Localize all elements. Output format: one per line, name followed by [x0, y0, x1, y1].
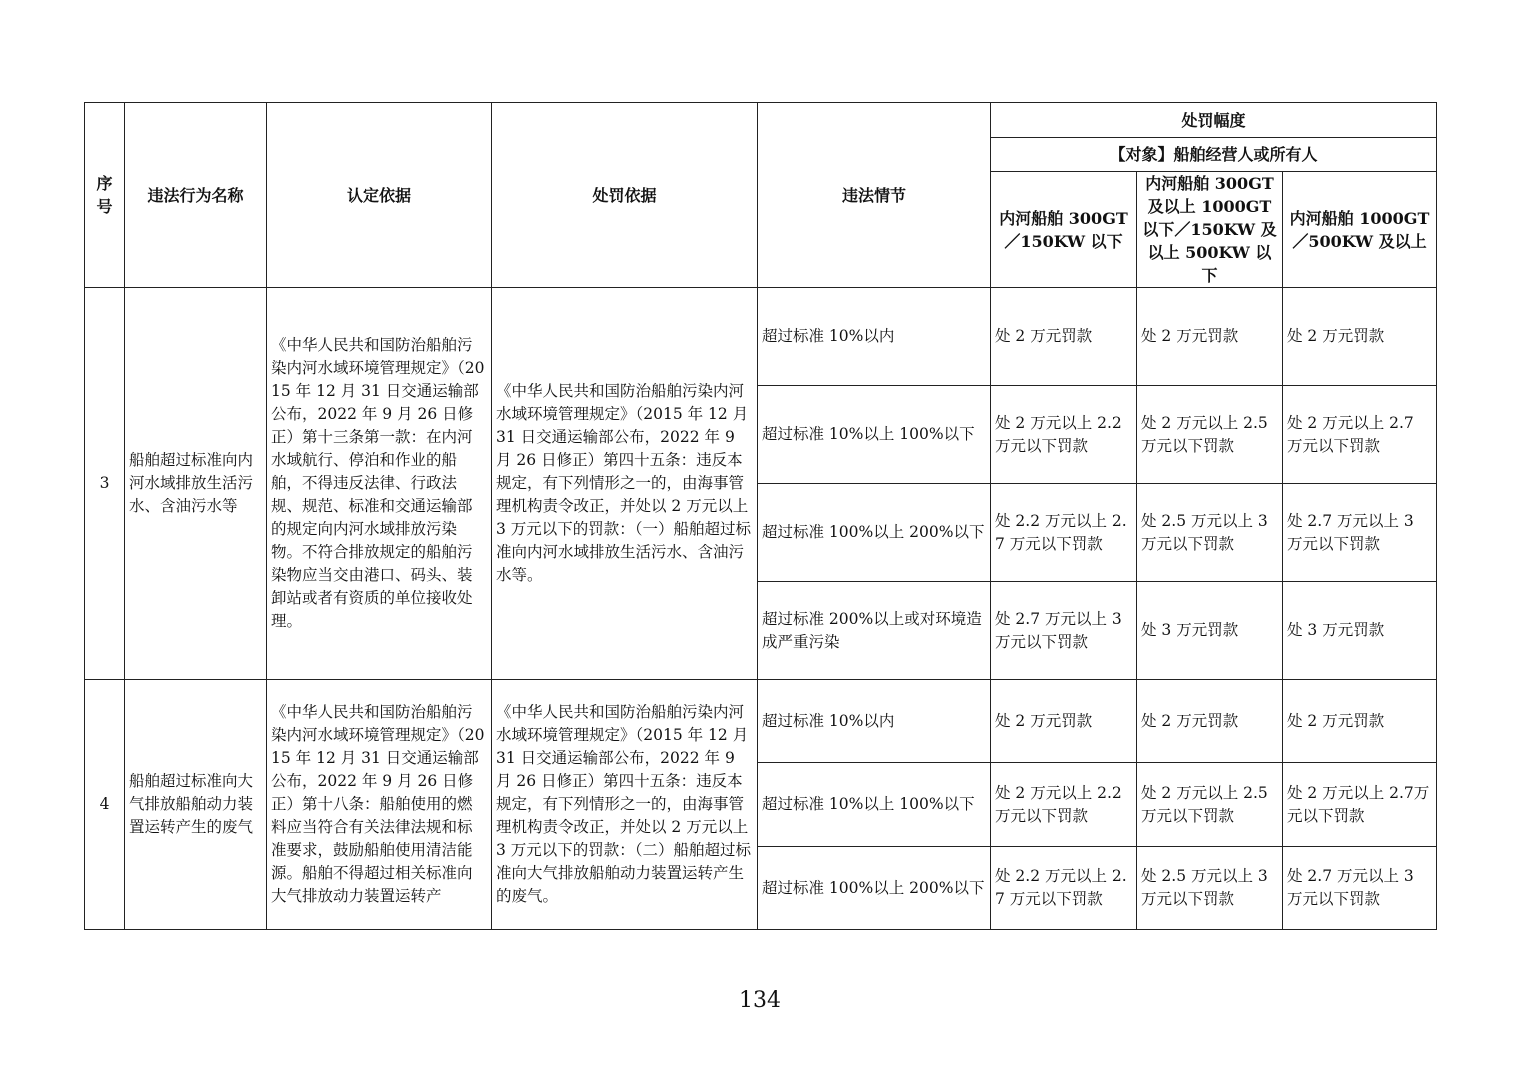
row4-penalty-basis: 《中华人民共和国防治船舶污染内河水域环境管理规定》（2015 年 12 月 31 日交通运输部公布，2022 年 9 月 26 日修正）第四十五条：违反本规定，有下列情形之一的，由海事管理机构责令改正，并处以 2 万元以上 3 万元以下的罚款：（二）船舶超过标准向大气排放船舶动力装置运转产生的废气。 [492, 680, 758, 930]
row3-fine-4-col3: 处 3 万元罚款 [1283, 582, 1437, 680]
row4-seq: 4 [85, 680, 125, 930]
row4-name: 船舶超过标准向大气排放船舶动力装置运转产生的废气 [125, 680, 267, 930]
header-col3: 内河船舶 1000GT／500KW 及以上 [1283, 172, 1437, 288]
row3-penalty-basis: 《中华人民共和国防治船舶污染内河水域环境管理规定》（2015 年 12 月 31 日交通运输部公布，2022 年 9 月 26 日修正）第四十五条：违反本规定，有下列情形之一的，由海事管理机构责令改正，并处以 2 万元以上 3 万元以下的罚款：（一）船舶超过标准向内河水域排放生活污水、含油污水等。 [492, 288, 758, 680]
row4-circumstance-2: 超过标准 10%以上 100%以下 [758, 763, 991, 847]
row4-circumstance-1: 超过标准 10%以内 [758, 680, 991, 763]
row3-seq: 3 [85, 288, 125, 680]
row4-fine-3-col3: 处 2.7 万元以上 3 万元以下罚款 [1283, 847, 1437, 930]
page-number: 134 [739, 988, 781, 1013]
row3-fine-2-col1: 处 2 万元以上 2.2 万元以下罚款 [991, 386, 1137, 484]
row3-fine-3-col2: 处 2.5 万元以上 3 万元以下罚款 [1137, 484, 1283, 582]
header-object: 【对象】船舶经营人或所有人 [991, 138, 1437, 172]
row4-fine-1-col2: 处 2 万元罚款 [1137, 680, 1283, 763]
row3-fine-3-col1: 处 2.2 万元以上 2.7 万元以下罚款 [991, 484, 1137, 582]
row3-fine-4-col1: 处 2.7 万元以上 3 万元以下罚款 [991, 582, 1137, 680]
header-col1: 内河船舶 300GT／150KW 以下 [991, 172, 1137, 288]
row3-fine-1-col3: 处 2 万元罚款 [1283, 288, 1437, 386]
row4-fine-1-col3: 处 2 万元罚款 [1283, 680, 1437, 763]
penalty-table [84, 102, 1437, 930]
row4-fine-3-col2: 处 2.5 万元以上 3 万元以下罚款 [1137, 847, 1283, 930]
row3-fine-1-col2: 处 2 万元罚款 [1137, 288, 1283, 386]
row4-fine-2-col1: 处 2 万元以上 2.2 万元以下罚款 [991, 763, 1137, 847]
row3-fine-3-col3: 处 2.7 万元以上 3 万元以下罚款 [1283, 484, 1437, 582]
header-basis: 认定依据 [267, 103, 492, 288]
row3-fine-2-col3: 处 2 万元以上 2.7 万元以下罚款 [1283, 386, 1437, 484]
header-seq: 序号 [85, 103, 125, 288]
row4-basis: 《中华人民共和国防治船舶污染内河水域环境管理规定》（2015 年 12 月 31 日交通运输部公布，2022 年 9 月 26 日修正）第十八条：船舶使用的燃料应当符合有关法律法规和标准要求，鼓励船舶使用清洁能源。船舶不得超过相关标准向大气排放动力装置运转产 [267, 680, 492, 930]
row3-circumstance-1: 超过标准 10%以内 [758, 288, 991, 386]
row3-circumstance-4: 超过标准 200%以上或对环境造成严重污染 [758, 582, 991, 680]
row4-circumstance-3: 超过标准 100%以上 200%以下 [758, 847, 991, 930]
row4-fine-3-col1: 处 2.2 万元以上 2.7 万元以下罚款 [991, 847, 1137, 930]
header-name: 违法行为名称 [125, 103, 267, 288]
row3-fine-2-col2: 处 2 万元以上 2.5 万元以下罚款 [1137, 386, 1283, 484]
row3-circumstance-3: 超过标准 100%以上 200%以下 [758, 484, 991, 582]
header-col2: 内河船舶 300GT 及以上 1000GT 以下／150KW 及以上 500KW 以下 [1137, 172, 1283, 288]
row3-fine-1-col1: 处 2 万元罚款 [991, 288, 1137, 386]
row4-fine-2-col3: 处 2 万元以上 2.7万元以下罚款 [1283, 763, 1437, 847]
row3-basis: 《中华人民共和国防治船舶污染内河水域环境管理规定》（2015 年 12 月 31 日交通运输部公布，2022 年 9 月 26 日修正）第十三条第一款：在内河水域航行、停泊和作业的船舶，不得违反法律、行政法规、规范、标准和交通运输部的规定向内河水域排放污染物。不符合排放规定的船舶污染物应当交由港口、码头、装卸站或者有资质的单位接收处理。 [267, 288, 492, 680]
header-penalty-basis: 处罚依据 [492, 103, 758, 288]
row4-fine-1-col1: 处 2 万元罚款 [991, 680, 1137, 763]
row3-name: 船舶超过标准向内河水域排放生活污水、含油污水等 [125, 288, 267, 680]
row3-fine-4-col2: 处 3 万元罚款 [1137, 582, 1283, 680]
row3-circumstance-2: 超过标准 10%以上 100%以下 [758, 386, 991, 484]
header-range: 处罚幅度 [991, 103, 1437, 138]
row4-fine-2-col2: 处 2 万元以上 2.5 万元以下罚款 [1137, 763, 1283, 847]
header-circumstance: 违法情节 [758, 103, 991, 288]
